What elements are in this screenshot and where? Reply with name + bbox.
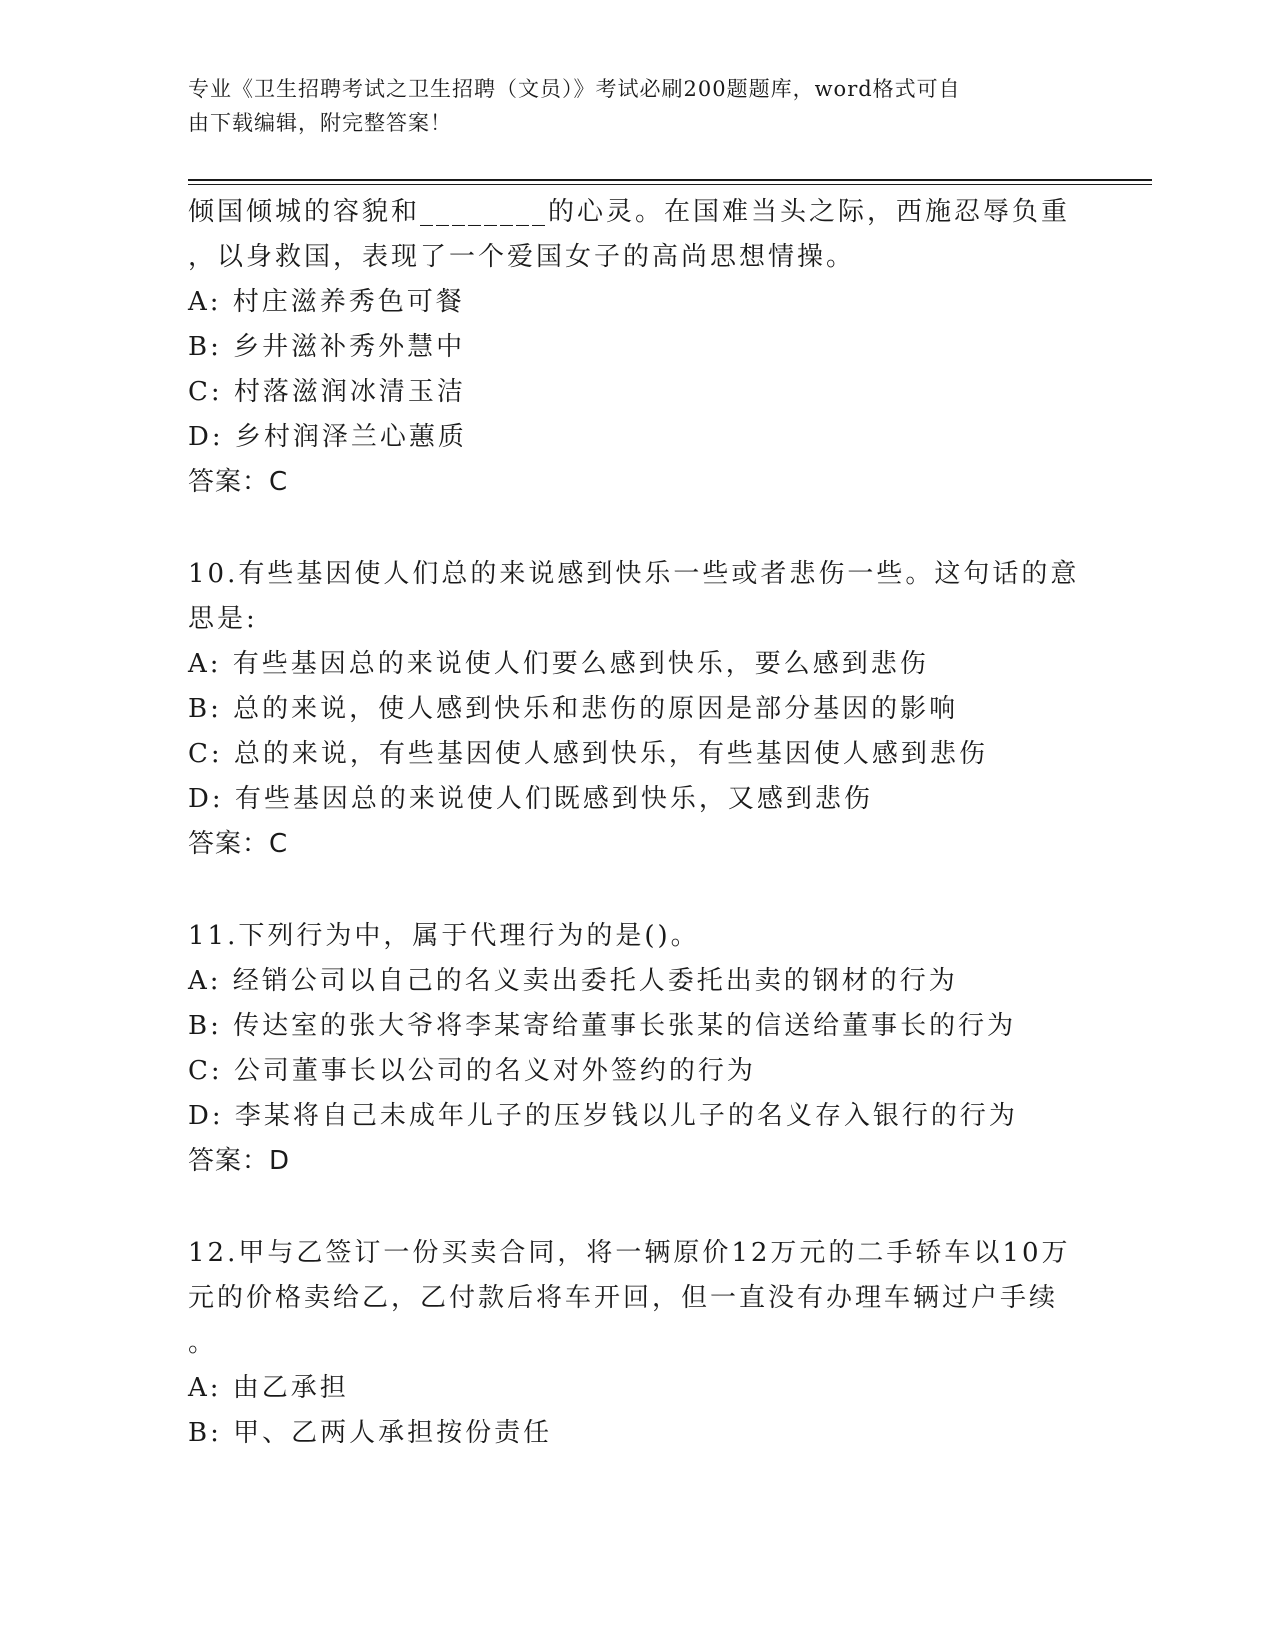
option-a: A: 村庄滋养秀色可餐 (188, 287, 465, 317)
option-c: C: 总的来说，有些基因使人感到快乐，有些基因使人感到悲伤 (188, 739, 988, 769)
option-d: D: 李某将自己未成年儿子的压岁钱以儿子的名义存入银行的行为 (188, 1101, 1018, 1131)
question-stem: 11.下列行为中，属于代理行为的是()。 (188, 921, 700, 951)
question-stem: 10.有些基因使人们总的来说感到快乐一些或者悲伤一些。这句话的意 (188, 559, 1080, 589)
answer: 答案：C (188, 829, 289, 859)
question-stem: 思是: (188, 604, 258, 634)
option-b: B: 传达室的张大爷将李某寄给董事长张某的信送给董事长的行为 (188, 1011, 1017, 1041)
option-a: A: 经销公司以自己的名义卖出委托人委托出卖的钢材的行为 (188, 966, 958, 996)
question-9 (188, 190, 1088, 505)
header-line-2: 由下载编辑，附完整答案！ (188, 111, 452, 135)
question-stem: 12.甲与乙签订一份买卖合同，将一辆原价12万元的二手轿车以10万 (188, 1238, 1071, 1268)
question-stem: 倾国倾城的容貌和________的心灵。在国难当头之际，西施忍辱负重 (188, 197, 1071, 227)
header-rule-thick (188, 179, 1152, 181)
document-header (188, 72, 1088, 140)
question-stem: ，以身救国，表现了一个爱国女子的高尚思想情操。 (188, 242, 856, 272)
option-d: D: 乡村润泽兰心蕙质 (188, 422, 467, 452)
question-10 (188, 552, 1088, 867)
option-c: C: 村落滋润冰清玉洁 (188, 377, 466, 407)
option-b: B: 总的来说，使人感到快乐和悲伤的原因是部分基因的影响 (188, 694, 959, 724)
option-d: D: 有些基因总的来说使人们既感到快乐，又感到悲伤 (188, 784, 873, 814)
document-body (188, 190, 1088, 1456)
answer: 答案：C (188, 467, 289, 497)
answer: 答案：D (188, 1146, 291, 1176)
option-c: C: 公司董事长以公司的名义对外签约的行为 (188, 1056, 756, 1086)
question-stem: 。 (188, 1328, 218, 1358)
option-a: A: 有些基因总的来说使人们要么感到快乐，要么感到悲伤 (188, 649, 929, 679)
question-11 (188, 914, 1088, 1184)
header-line-1: 专业《卫生招聘考试之卫生招聘（文员）》考试必刷200题题库，word格式可自 (188, 77, 961, 101)
option-a: A: 由乙承担 (188, 1373, 349, 1403)
question-12 (188, 1231, 1088, 1456)
option-b: B: 乡井滋补秀外慧中 (188, 332, 466, 362)
header-rule-thin (188, 184, 1152, 185)
question-stem: 元的价格卖给乙，乙付款后将车开回，但一直没有办理车辆过户手续 (188, 1283, 1059, 1313)
option-b: B: 甲、乙两人承担按份责任 (188, 1418, 553, 1448)
